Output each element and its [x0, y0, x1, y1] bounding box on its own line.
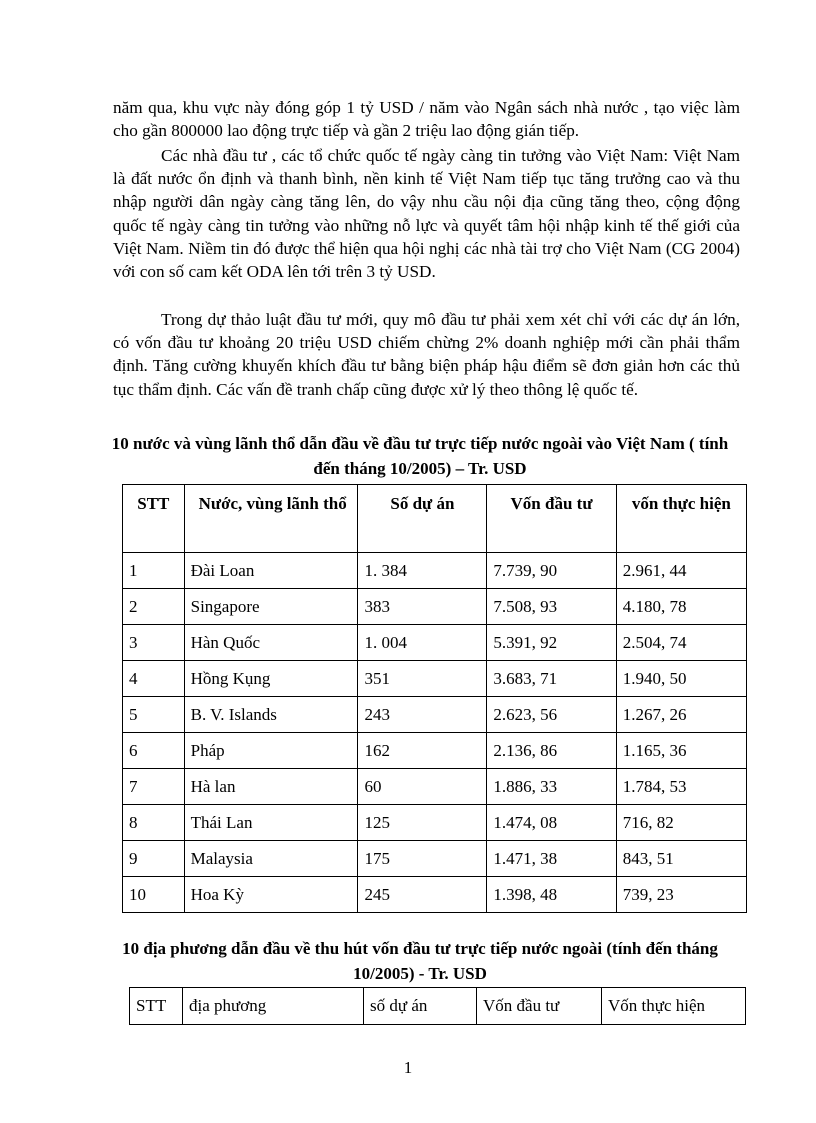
cell-stt: 9	[123, 841, 185, 877]
cell-projects: 162	[358, 733, 487, 769]
paragraph-investment-law: Trong dự thảo luật đầu tư mới, quy mô đầu tư phải xem xét chỉ với các dự án lớn, có vốn đầu tư khoảng 20 triệu USD chiếm chừng 2% doanh nghiệp mới cần phải thẩm định. Tăng cường khuyến khích đầu tư bằng biện pháp hậu điểm sẽ đơn giản hơn các thủ tục thẩm định. Các vấn đề tranh chấp cũng được xử lý theo thông lệ quốc tế.	[113, 310, 740, 399]
table-row	[123, 769, 747, 805]
cell-realized: 739, 23	[616, 877, 746, 913]
header-projects: số dự án	[364, 988, 477, 1025]
table2-caption: 10 địa phương dẫn đầu về thu hút vốn đầu tư trực tiếp nước ngoài (tính đến tháng 10/2005) - Tr. USD	[122, 939, 718, 983]
cell-stt: 2	[123, 589, 185, 625]
cell-realized: 2.504, 74	[616, 625, 746, 661]
cell-country: Hàn Quốc	[184, 625, 358, 661]
cell-projects: 60	[358, 769, 487, 805]
cell-country: Đài Loan	[184, 553, 358, 589]
cell-country: Hà lan	[184, 769, 358, 805]
fdi-countries-table	[122, 484, 747, 913]
cell-capital: 1.886, 33	[487, 769, 616, 805]
cell-stt: 3	[123, 625, 185, 661]
table-row	[123, 553, 747, 589]
paragraph-intro: năm qua, khu vực này đóng góp 1 tỷ USD / năm vào Ngân sách nhà nước , tạo việc làm cho gần 800000 lao động trực tiếp và gần 2 triệu lao động gián tiếp.	[113, 98, 740, 141]
table1-caption: 10 nước và vùng lãnh thổ dẫn đầu về đầu tư trực tiếp nước ngoài vào Việt Nam ( tính đến tháng 10/2005) – Tr. USD	[111, 434, 729, 478]
fdi-localities-table	[129, 987, 746, 1025]
header-realized: Vốn thực hiện	[602, 988, 746, 1025]
cell-country: Hoa Kỳ	[184, 877, 358, 913]
cell-realized: 1.784, 53	[616, 769, 746, 805]
header-realized: vốn thực hiện	[616, 485, 746, 553]
cell-stt: 4	[123, 661, 185, 697]
cell-realized: 4.180, 78	[616, 589, 746, 625]
table-row	[123, 877, 747, 913]
cell-capital: 2.623, 56	[487, 697, 616, 733]
table-row	[123, 625, 747, 661]
cell-stt: 1	[123, 553, 185, 589]
cell-capital: 7.508, 93	[487, 589, 616, 625]
cell-country: B. V. Islands	[184, 697, 358, 733]
cell-realized: 2.961, 44	[616, 553, 746, 589]
table-row	[123, 661, 747, 697]
cell-country: Hồng Kụng	[184, 661, 358, 697]
cell-capital: 5.391, 92	[487, 625, 616, 661]
table-header-row	[130, 988, 746, 1025]
table-row	[123, 805, 747, 841]
header-locality: địa phương	[183, 988, 364, 1025]
cell-capital: 1.474, 08	[487, 805, 616, 841]
table-header-row	[123, 485, 747, 553]
table-row	[123, 841, 747, 877]
cell-capital: 3.683, 71	[487, 661, 616, 697]
cell-realized: 1.165, 36	[616, 733, 746, 769]
cell-stt: 8	[123, 805, 185, 841]
cell-projects: 175	[358, 841, 487, 877]
header-stt: STT	[130, 988, 183, 1025]
cell-realized: 1.267, 26	[616, 697, 746, 733]
cell-country: Singapore	[184, 589, 358, 625]
cell-country: Pháp	[184, 733, 358, 769]
header-stt: STT	[123, 485, 185, 553]
cell-capital: 7.739, 90	[487, 553, 616, 589]
cell-stt: 5	[123, 697, 185, 733]
cell-realized: 1.940, 50	[616, 661, 746, 697]
cell-projects: 1. 004	[358, 625, 487, 661]
cell-capital: 1.471, 38	[487, 841, 616, 877]
cell-projects: 245	[358, 877, 487, 913]
header-projects: Số dự án	[358, 485, 487, 553]
cell-stt: 7	[123, 769, 185, 805]
table-row	[123, 589, 747, 625]
cell-projects: 351	[358, 661, 487, 697]
header-capital: Vốn đầu tư	[477, 988, 602, 1025]
cell-projects: 383	[358, 589, 487, 625]
cell-capital: 1.398, 48	[487, 877, 616, 913]
cell-projects: 125	[358, 805, 487, 841]
cell-country: Malaysia	[184, 841, 358, 877]
cell-capital: 2.136, 86	[487, 733, 616, 769]
header-capital: Vốn đầu tư	[487, 485, 616, 553]
cell-country: Thái Lan	[184, 805, 358, 841]
cell-realized: 716, 82	[616, 805, 746, 841]
cell-projects: 1. 384	[358, 553, 487, 589]
cell-stt: 6	[123, 733, 185, 769]
cell-realized: 843, 51	[616, 841, 746, 877]
cell-stt: 10	[123, 877, 185, 913]
table-row	[123, 733, 747, 769]
table-row	[123, 697, 747, 733]
cell-projects: 243	[358, 697, 487, 733]
page-number: 1	[403, 1058, 413, 1077]
paragraph-investor-trust: Các nhà đầu tư , các tổ chức quốc tế ngày càng tin tưởng vào Việt Nam: Việt Nam là đất nước ổn định và thanh bình, nền kinh tế Việt Nam tiếp tục tăng trưởng cao và thu nhập người dân ngày càng tăng lên, do vậy nhu cầu nội địa cũng tăng theo, cộng động quốc tế ngày càng tin tưởng vào những nỗ lực và quyết tâm hội nhập kinh tế thế giới của Việt Nam. Niềm tin đó được thể hiện qua hội nghị các nhà tài trợ cho Việt Nam (CG 2004) với con số cam kết ODA lên tới trên 3 tỷ USD.	[113, 146, 740, 282]
header-country: Nước, vùng lãnh thổ	[184, 485, 358, 553]
